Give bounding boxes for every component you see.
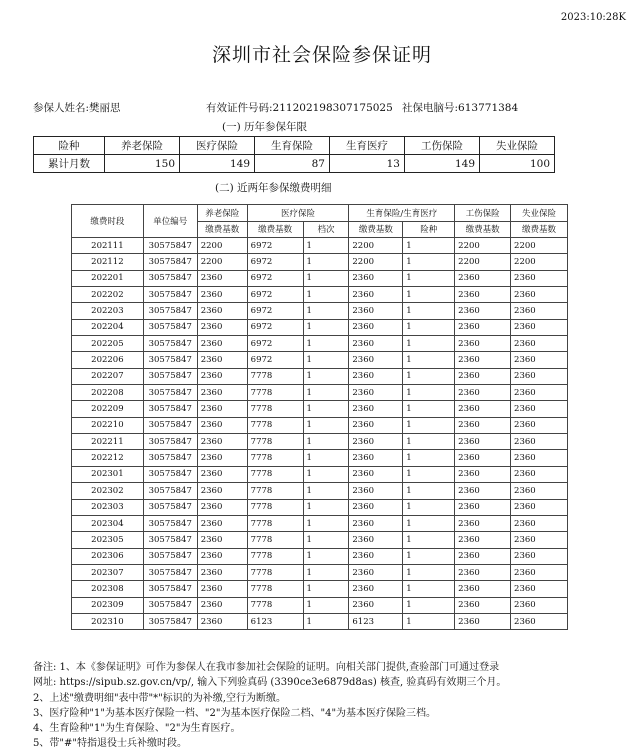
table-cell: 202204 xyxy=(72,319,144,335)
table-cell: 2360 xyxy=(455,270,511,286)
payment-table xyxy=(71,204,568,630)
table-cell: 2360 xyxy=(455,434,511,450)
header-cell: 生育医疗 xyxy=(330,137,405,155)
table-row xyxy=(72,238,568,254)
table-cell: 1 xyxy=(303,352,349,368)
table-cell: 1 xyxy=(403,450,455,466)
table-cell: 1 xyxy=(403,548,455,564)
row-label: 累计月数 xyxy=(34,155,105,173)
table-cell: 30575847 xyxy=(143,270,197,286)
table-cell: 2360 xyxy=(349,368,403,384)
table-row xyxy=(72,385,568,401)
table-cell: 2200 xyxy=(349,238,403,254)
table-cell: 7778 xyxy=(247,417,303,433)
table-cell: 2360 xyxy=(197,287,247,303)
header-cell: 养老保险 xyxy=(197,205,247,222)
note-line: 网址: https://sipub.sz.gov.cn/vp/, 输入下列验真码 (3390ce3e6879d8as) 核查, 验真码有效期三个月。 xyxy=(33,677,507,689)
table-cell: 2360 xyxy=(197,336,247,352)
table-cell: 1 xyxy=(403,287,455,303)
table-cell: 2360 xyxy=(511,352,568,368)
table-cell: 2360 xyxy=(197,417,247,433)
table-cell: 7778 xyxy=(247,434,303,450)
table-row xyxy=(72,270,568,286)
table-cell: 1 xyxy=(403,581,455,597)
table-cell: 202210 xyxy=(72,417,144,433)
table-cell: 2360 xyxy=(455,466,511,482)
table-cell: 2360 xyxy=(197,450,247,466)
table-cell: 30575847 xyxy=(143,499,197,515)
table-cell: 30575847 xyxy=(143,385,197,401)
table-cell: 1 xyxy=(403,499,455,515)
table-cell: 7778 xyxy=(247,515,303,531)
header-cell: 生育保险 xyxy=(255,137,330,155)
table-cell: 7778 xyxy=(247,581,303,597)
table-cell: 202201 xyxy=(72,270,144,286)
table-row xyxy=(72,287,568,303)
table-cell: 7778 xyxy=(247,385,303,401)
table-cell: 202305 xyxy=(72,532,144,548)
table-cell: 7778 xyxy=(247,564,303,580)
table-cell: 202206 xyxy=(72,352,144,368)
header-cell: 工伤保险 xyxy=(455,205,511,222)
table-cell: 1 xyxy=(303,450,349,466)
table-cell: 202112 xyxy=(72,254,144,270)
table-cell: 1 xyxy=(403,613,455,629)
table-cell: 30575847 xyxy=(143,613,197,629)
table-row xyxy=(72,597,568,613)
table-cell: 30575847 xyxy=(143,548,197,564)
header-cell: 档次 xyxy=(303,221,349,238)
table-row xyxy=(72,613,568,629)
table-cell: 2360 xyxy=(511,434,568,450)
table-row xyxy=(72,548,568,564)
table-cell: 6123 xyxy=(349,613,403,629)
table-cell: 2360 xyxy=(197,270,247,286)
table-cell: 2360 xyxy=(197,401,247,417)
table-cell: 2360 xyxy=(197,548,247,564)
table-cell: 2200 xyxy=(511,254,568,270)
years-table-header xyxy=(34,137,555,155)
table-cell: 1 xyxy=(403,466,455,482)
header-cell: 缴费基数 xyxy=(247,221,303,238)
note-line: 5、带"#"特指退役士兵补缴时段。 xyxy=(33,738,187,750)
table-cell: 2360 xyxy=(349,532,403,548)
table-cell: 2360 xyxy=(455,548,511,564)
table-cell: 2360 xyxy=(511,303,568,319)
table-cell: 6972 xyxy=(247,352,303,368)
table-row xyxy=(72,254,568,270)
table-row xyxy=(72,368,568,384)
table-cell: 2360 xyxy=(511,597,568,613)
id-number-label: 有效证件号码: xyxy=(206,102,273,114)
header-cell: 缴费时段 xyxy=(72,205,144,238)
note-line: 备注: 1、本《参保证明》可作为参保人在我市参加社会保险的证明。向相关部门提供,查验部门可通过登录 xyxy=(33,662,500,673)
table-row xyxy=(72,466,568,482)
table-cell: 202301 xyxy=(72,466,144,482)
table-cell: 1 xyxy=(403,336,455,352)
table-cell: 1 xyxy=(403,564,455,580)
table-cell: 30575847 xyxy=(143,238,197,254)
table-cell: 7778 xyxy=(247,368,303,384)
table-cell: 6123 xyxy=(247,613,303,629)
table-row xyxy=(72,450,568,466)
table-cell: 30575847 xyxy=(143,532,197,548)
id-number xyxy=(206,100,393,115)
table-cell: 30575847 xyxy=(143,564,197,580)
header-cell: 工伤保险 xyxy=(405,137,480,155)
table-cell: 149 xyxy=(405,155,480,173)
timestamp: 2023:10:28K xyxy=(560,12,626,23)
table-cell: 2360 xyxy=(197,483,247,499)
note-line: 4、生育险种"1"为生育保险、"2"为生育医疗。 xyxy=(33,723,241,735)
table-cell: 1 xyxy=(303,466,349,482)
table-row xyxy=(72,499,568,515)
table-cell: 2360 xyxy=(455,417,511,433)
table-cell: 7778 xyxy=(247,499,303,515)
table-cell: 1 xyxy=(303,287,349,303)
table-cell: 6972 xyxy=(247,287,303,303)
table-cell: 2360 xyxy=(455,336,511,352)
table-cell: 6972 xyxy=(247,238,303,254)
header-cell: 险种 xyxy=(403,221,455,238)
table-cell: 1 xyxy=(403,401,455,417)
table-cell: 1 xyxy=(303,254,349,270)
table-cell: 2360 xyxy=(197,319,247,335)
table-cell: 2360 xyxy=(511,581,568,597)
table-cell: 1 xyxy=(303,417,349,433)
table-cell: 2360 xyxy=(455,597,511,613)
table-cell: 2360 xyxy=(511,401,568,417)
table-row xyxy=(72,303,568,319)
table-cell: 2360 xyxy=(511,417,568,433)
section1-title: (一) 历年参保年限 xyxy=(222,121,308,133)
table-cell: 1 xyxy=(303,499,349,515)
table-cell: 2360 xyxy=(511,287,568,303)
table-cell: 2200 xyxy=(349,254,403,270)
table-cell: 1 xyxy=(403,483,455,499)
table-cell: 2360 xyxy=(197,581,247,597)
table-cell: 2360 xyxy=(197,564,247,580)
table-cell: 2360 xyxy=(349,597,403,613)
table-cell: 1 xyxy=(403,270,455,286)
table-cell: 30575847 xyxy=(143,466,197,482)
table-cell: 202310 xyxy=(72,613,144,629)
table-cell: 2360 xyxy=(197,499,247,515)
table-cell: 1 xyxy=(303,270,349,286)
table-cell: 2360 xyxy=(197,352,247,368)
table-cell: 30575847 xyxy=(143,336,197,352)
table-cell: 87 xyxy=(255,155,330,173)
header-cell: 险种 xyxy=(34,137,105,155)
table-row xyxy=(72,581,568,597)
table-cell: 30575847 xyxy=(143,581,197,597)
table-cell: 2360 xyxy=(455,613,511,629)
table-cell: 1 xyxy=(403,532,455,548)
table-cell: 1 xyxy=(303,319,349,335)
table-cell: 2360 xyxy=(349,401,403,417)
section2-title: (二) 近两年参保缴费明细 xyxy=(215,182,332,194)
table-cell: 202203 xyxy=(72,303,144,319)
table-cell: 2360 xyxy=(349,385,403,401)
table-cell: 202202 xyxy=(72,287,144,303)
table-cell: 2360 xyxy=(197,303,247,319)
payment-table-header xyxy=(72,205,568,222)
table-cell: 30575847 xyxy=(143,287,197,303)
header-cell: 缴费基数 xyxy=(511,221,568,238)
table-cell: 2200 xyxy=(197,238,247,254)
table-cell: 30575847 xyxy=(143,515,197,531)
table-cell: 150 xyxy=(105,155,180,173)
table-cell: 2360 xyxy=(349,303,403,319)
table-cell: 7778 xyxy=(247,401,303,417)
table-cell: 2360 xyxy=(511,319,568,335)
table-cell: 2360 xyxy=(349,287,403,303)
table-cell: 30575847 xyxy=(143,483,197,499)
header-cell: 缴费基数 xyxy=(197,221,247,238)
table-cell: 7778 xyxy=(247,597,303,613)
table-cell: 2360 xyxy=(511,450,568,466)
table-cell: 1 xyxy=(303,238,349,254)
table-cell: 2360 xyxy=(349,417,403,433)
table-row xyxy=(72,336,568,352)
table-cell: 202308 xyxy=(72,581,144,597)
table-cell: 2200 xyxy=(455,254,511,270)
table-cell: 2360 xyxy=(349,450,403,466)
table-cell: 1 xyxy=(303,581,349,597)
table-cell: 1 xyxy=(403,368,455,384)
table-cell: 2360 xyxy=(511,336,568,352)
table-cell: 2360 xyxy=(197,434,247,450)
table-cell: 2360 xyxy=(455,515,511,531)
table-cell: 2360 xyxy=(455,287,511,303)
table-cell: 1 xyxy=(303,385,349,401)
table-cell: 30575847 xyxy=(143,417,197,433)
table-cell: 1 xyxy=(403,434,455,450)
table-cell: 2360 xyxy=(455,319,511,335)
table-cell: 202211 xyxy=(72,434,144,450)
table-row xyxy=(72,401,568,417)
insured-name-label: 参保人姓名: xyxy=(33,102,90,114)
table-cell: 202209 xyxy=(72,401,144,417)
header-cell: 单位编号 xyxy=(143,205,197,238)
note-line: 3、医疗险种"1"为基本医疗保险一档、"2"为基本医疗保险二档、"4"为基本医疗保险三档。 xyxy=(33,707,437,719)
table-cell: 2360 xyxy=(511,548,568,564)
table-cell: 2360 xyxy=(197,466,247,482)
table-cell: 1 xyxy=(403,417,455,433)
table-cell: 2360 xyxy=(511,499,568,515)
table-cell: 202303 xyxy=(72,499,144,515)
table-cell: 2360 xyxy=(349,336,403,352)
insured-name xyxy=(33,100,121,115)
table-row xyxy=(72,483,568,499)
years-table xyxy=(33,136,555,173)
table-cell: 2360 xyxy=(197,532,247,548)
table-cell: 2200 xyxy=(455,238,511,254)
table-cell: 7778 xyxy=(247,532,303,548)
table-cell: 1 xyxy=(303,597,349,613)
ss-number-label: 社保电脑号: xyxy=(402,102,459,114)
insured-name-value: 樊丽思 xyxy=(89,102,121,114)
table-cell: 202307 xyxy=(72,564,144,580)
note-line: 2、上述"缴费明细"表中带"*"标识的为补缴,空行为断缴。 xyxy=(33,692,286,704)
table-cell: 2360 xyxy=(455,564,511,580)
table-cell: 6972 xyxy=(247,254,303,270)
table-cell: 1 xyxy=(303,515,349,531)
table-cell: 1 xyxy=(403,238,455,254)
table-cell: 2360 xyxy=(349,581,403,597)
table-cell: 2360 xyxy=(349,270,403,286)
table-cell: 1 xyxy=(403,254,455,270)
table-cell: 1 xyxy=(303,483,349,499)
header-cell: 医疗保险 xyxy=(180,137,255,155)
years-table-row xyxy=(34,155,555,173)
table-cell: 2360 xyxy=(349,352,403,368)
table-cell: 2360 xyxy=(455,352,511,368)
table-cell: 7778 xyxy=(247,450,303,466)
table-row xyxy=(72,352,568,368)
table-cell: 2360 xyxy=(455,368,511,384)
table-cell: 30575847 xyxy=(143,368,197,384)
table-cell: 100 xyxy=(480,155,555,173)
table-cell: 2360 xyxy=(349,499,403,515)
table-cell: 1 xyxy=(403,597,455,613)
header-cell: 医疗保险 xyxy=(247,205,349,222)
table-cell: 7778 xyxy=(247,466,303,482)
table-cell: 2360 xyxy=(511,466,568,482)
table-cell: 2360 xyxy=(511,368,568,384)
table-cell: 30575847 xyxy=(143,303,197,319)
table-cell: 202208 xyxy=(72,385,144,401)
table-cell: 6972 xyxy=(247,303,303,319)
table-cell: 2360 xyxy=(349,466,403,482)
header-cell: 缴费基数 xyxy=(455,221,511,238)
table-cell: 13 xyxy=(330,155,405,173)
table-cell: 202205 xyxy=(72,336,144,352)
table-row xyxy=(72,532,568,548)
table-cell: 2360 xyxy=(455,532,511,548)
header-cell: 缴费基数 xyxy=(349,221,403,238)
table-cell: 6972 xyxy=(247,336,303,352)
header-cell: 养老保险 xyxy=(105,137,180,155)
table-row xyxy=(72,434,568,450)
table-cell: 1 xyxy=(303,548,349,564)
table-cell: 30575847 xyxy=(143,401,197,417)
table-cell: 1 xyxy=(303,401,349,417)
table-cell: 2360 xyxy=(197,368,247,384)
table-cell: 6972 xyxy=(247,270,303,286)
table-cell: 2360 xyxy=(349,483,403,499)
table-row xyxy=(72,515,568,531)
table-cell: 2360 xyxy=(511,532,568,548)
table-cell: 2360 xyxy=(349,548,403,564)
table-cell: 2360 xyxy=(197,613,247,629)
table-cell: 1 xyxy=(403,319,455,335)
table-cell: 1 xyxy=(303,613,349,629)
table-cell: 2360 xyxy=(197,515,247,531)
table-cell: 2360 xyxy=(511,564,568,580)
table-cell: 202304 xyxy=(72,515,144,531)
table-cell: 202306 xyxy=(72,548,144,564)
table-cell: 1 xyxy=(303,336,349,352)
table-cell: 1 xyxy=(403,385,455,401)
table-row xyxy=(72,417,568,433)
page-title: 深圳市社会保险参保证明 xyxy=(211,44,432,66)
table-cell: 1 xyxy=(303,564,349,580)
table-cell: 149 xyxy=(180,155,255,173)
table-cell: 2360 xyxy=(349,564,403,580)
table-cell: 7778 xyxy=(247,548,303,564)
table-cell: 1 xyxy=(303,434,349,450)
table-cell: 2200 xyxy=(511,238,568,254)
table-cell: 2360 xyxy=(455,483,511,499)
table-cell: 30575847 xyxy=(143,450,197,466)
table-cell: 30575847 xyxy=(143,434,197,450)
table-cell: 202111 xyxy=(72,238,144,254)
table-cell: 1 xyxy=(303,532,349,548)
header-cell: 失业保险 xyxy=(480,137,555,155)
id-number-value: 211202198307175025 xyxy=(272,102,393,114)
table-cell: 2360 xyxy=(455,499,511,515)
table-cell: 2360 xyxy=(511,270,568,286)
table-cell: 2360 xyxy=(511,483,568,499)
table-cell: 202212 xyxy=(72,450,144,466)
table-cell: 202309 xyxy=(72,597,144,613)
header-cell: 失业保险 xyxy=(511,205,568,222)
table-cell: 1 xyxy=(403,303,455,319)
table-cell: 2360 xyxy=(511,385,568,401)
table-cell: 2360 xyxy=(511,515,568,531)
table-cell: 1 xyxy=(403,352,455,368)
notes xyxy=(33,660,633,752)
table-cell: 2360 xyxy=(455,385,511,401)
table-cell: 1 xyxy=(303,303,349,319)
table-cell: 2200 xyxy=(197,254,247,270)
table-cell: 202302 xyxy=(72,483,144,499)
table-row xyxy=(72,319,568,335)
table-cell: 30575847 xyxy=(143,254,197,270)
table-cell: 2360 xyxy=(455,450,511,466)
table-cell: 7778 xyxy=(247,483,303,499)
ss-number-value: 613771384 xyxy=(458,102,519,114)
table-cell: 2360 xyxy=(349,319,403,335)
table-row xyxy=(72,564,568,580)
table-cell: 2360 xyxy=(455,401,511,417)
table-cell: 2360 xyxy=(349,515,403,531)
table-cell: 6972 xyxy=(247,319,303,335)
table-cell: 2360 xyxy=(349,434,403,450)
table-cell: 1 xyxy=(403,515,455,531)
table-cell: 30575847 xyxy=(143,319,197,335)
table-cell: 202207 xyxy=(72,368,144,384)
table-cell: 2360 xyxy=(511,613,568,629)
header-cell: 生育保险/生育医疗 xyxy=(349,205,455,222)
table-cell: 30575847 xyxy=(143,597,197,613)
table-cell: 2360 xyxy=(455,581,511,597)
table-cell: 1 xyxy=(303,368,349,384)
table-cell: 30575847 xyxy=(143,352,197,368)
table-cell: 2360 xyxy=(197,597,247,613)
table-cell: 2360 xyxy=(197,385,247,401)
table-cell: 2360 xyxy=(455,303,511,319)
social-security-number xyxy=(402,100,518,115)
